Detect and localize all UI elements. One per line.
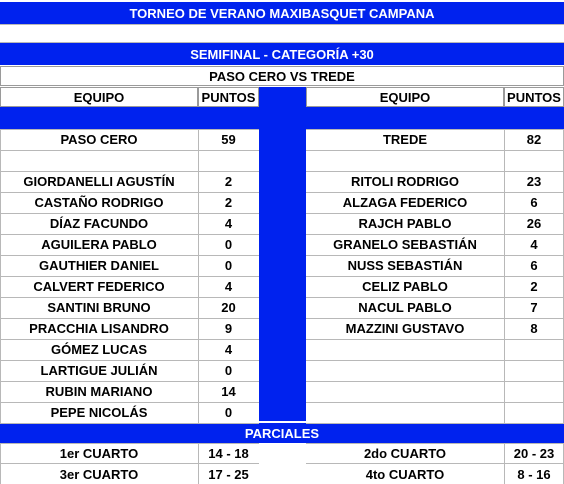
- home-player-points: 20: [221, 300, 236, 315]
- home-team-header: EQUIPO: [0, 87, 198, 107]
- home-player-points: 2: [224, 195, 233, 210]
- grid-hline: [306, 381, 564, 382]
- grid-hline: [0, 171, 259, 172]
- home-player-name: SANTINI BRUNO: [47, 300, 151, 315]
- category-title: SEMIFINAL - CATEGORÍA +30: [0, 43, 564, 65]
- grid-hline: [306, 129, 564, 130]
- home-player-points: 4: [224, 342, 233, 357]
- quarter-label: 1er CUARTO: [59, 445, 139, 461]
- grid-vline: [0, 443, 1, 484]
- grid-hline: [0, 423, 259, 424]
- grid-hline: [306, 171, 564, 172]
- grid-hline: [0, 213, 259, 214]
- grid-hline: [306, 463, 564, 464]
- away-player-points: [504, 402, 564, 423]
- parciales-header: PARCIALES: [0, 423, 564, 443]
- home-player-points: 0: [224, 405, 233, 420]
- grid-vline: [504, 443, 505, 484]
- grid-hline: [0, 381, 259, 382]
- home-player-points: 0: [224, 363, 233, 378]
- away-player-name: RAJCH PABLO: [358, 216, 452, 231]
- grid-hline: [0, 234, 259, 235]
- quarter-label: 3er CUARTO: [59, 466, 139, 482]
- grid-hline: [306, 255, 564, 256]
- grid-hline: [306, 192, 564, 193]
- home-team-score: 59: [221, 132, 236, 147]
- grid-hline: [0, 318, 259, 319]
- grid-hline: [306, 423, 564, 424]
- quarter-score: 20 - 23: [513, 445, 555, 461]
- away-player-points: [504, 381, 564, 402]
- away-team-score: 82: [526, 132, 542, 147]
- away-player-points: 4: [530, 237, 538, 252]
- grid-hline: [0, 276, 259, 277]
- grid-hline: [306, 234, 564, 235]
- home-player-name: GAUTHIER DANIEL: [39, 258, 159, 273]
- away-player-points: 6: [530, 258, 538, 273]
- grid-hline: [306, 297, 564, 298]
- grid-hline: [306, 276, 564, 277]
- quarter-label: 2do CUARTO: [363, 445, 447, 461]
- home-player-points: 0: [224, 258, 233, 273]
- grid-hline: [0, 24, 564, 25]
- grid-hline: [0, 463, 259, 464]
- away-player-name: RITOLI RODRIGO: [350, 174, 460, 189]
- grid-hline: [0, 129, 259, 130]
- center-separator: [259, 87, 306, 421]
- home-player-name: AGUILERA PABLO: [41, 237, 157, 252]
- grid-hline: [306, 402, 564, 403]
- away-player-points: 6: [530, 195, 538, 210]
- home-player-name: GIORDANELLI AGUSTÍN: [23, 174, 175, 189]
- home-player-points: 4: [224, 279, 233, 294]
- away-player-name: [306, 360, 504, 381]
- away-player-points: 2: [530, 279, 538, 294]
- home-player-points: 4: [224, 216, 233, 231]
- quarter-score: 14 - 18: [208, 445, 249, 461]
- away-player-name: NUSS SEBASTIÁN: [347, 258, 463, 273]
- home-player-name: RUBIN MARIANO: [45, 384, 153, 399]
- grid-hline: [306, 339, 564, 340]
- header-underline-band: [0, 107, 564, 129]
- home-player-points: 9: [224, 321, 233, 336]
- grid-hline: [0, 192, 259, 193]
- away-player-name: [306, 339, 504, 360]
- quarter-score: 17 - 25: [208, 466, 249, 482]
- away-player-name: CELIZ PABLO: [362, 279, 448, 294]
- grid-hline: [306, 443, 564, 444]
- home-player-name: CASTAÑO RODRIGO: [34, 195, 164, 210]
- home-player-name: GÓMEZ LUCAS: [50, 342, 148, 357]
- away-player-points: 8: [530, 321, 538, 336]
- grid-hline: [0, 402, 259, 403]
- away-player-name: NACUL PABLO: [358, 300, 452, 315]
- quarter-score: 8 - 16: [517, 466, 551, 482]
- grid-hline: [0, 42, 564, 43]
- home-player-name: PRACCHIA LISANDRO: [29, 321, 169, 336]
- home-player-points: 14: [221, 384, 236, 399]
- grid-hline: [306, 360, 564, 361]
- home-team-name: PASO CERO: [60, 132, 138, 147]
- home-player-name: LARTIGUE JULIÁN: [40, 363, 158, 378]
- grid-hline: [0, 150, 259, 151]
- quarter-label: 4to CUARTO: [365, 466, 445, 482]
- home-points-header: PUNTOS: [198, 87, 259, 107]
- home-player-name: PEPE NICOLÁS: [50, 405, 148, 420]
- away-player-points: 7: [530, 300, 538, 315]
- home-player-name: CALVERT FEDERICO: [33, 279, 165, 294]
- grid-hline: [0, 255, 259, 256]
- grid-hline: [0, 339, 259, 340]
- home-player-name: DÍAZ FACUNDO: [49, 216, 149, 231]
- away-points-header: PUNTOS: [504, 87, 564, 107]
- away-player-name: [306, 402, 504, 423]
- away-team-header: EQUIPO: [306, 87, 504, 107]
- home-player-points: 0: [224, 237, 233, 252]
- away-player-name: MAZZINI GUSTAVO: [345, 321, 465, 336]
- grid-vline: [198, 443, 199, 484]
- grid-hline: [306, 318, 564, 319]
- grid-hline: [306, 213, 564, 214]
- away-player-points: [504, 360, 564, 381]
- home-player-points: 2: [224, 174, 233, 189]
- grid-vline: [0, 129, 1, 423]
- away-team-name: TREDE: [382, 132, 428, 147]
- tournament-title: TORNEO DE VERANO MAXIBASQUET CAMPANA: [0, 2, 564, 24]
- away-player-points: 23: [526, 174, 542, 189]
- away-player-points: [504, 339, 564, 360]
- away-player-points: 26: [526, 216, 542, 231]
- away-player-name: ALZAGA FEDERICO: [342, 195, 468, 210]
- grid-vline: [198, 129, 199, 423]
- matchup-title: PASO CERO VS TREDE: [0, 66, 564, 86]
- grid-hline: [0, 443, 259, 444]
- away-player-name: [306, 381, 504, 402]
- grid-hline: [0, 360, 259, 361]
- grid-hline: [306, 150, 564, 151]
- grid-vline: [504, 129, 505, 423]
- grid-hline: [0, 297, 259, 298]
- away-player-name: GRANELO SEBASTIÁN: [333, 237, 477, 252]
